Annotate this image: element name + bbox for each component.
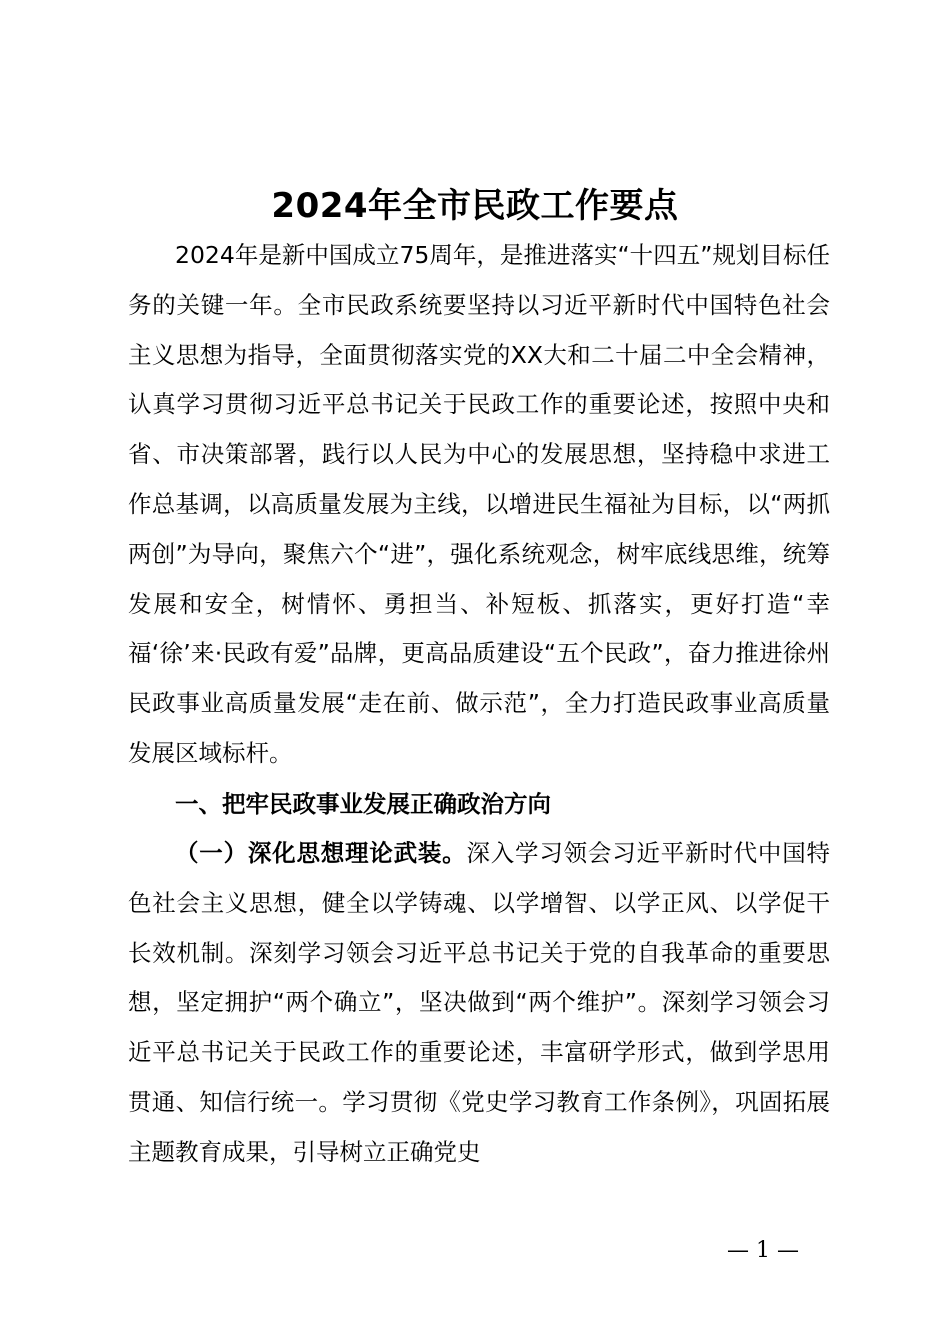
section-paragraph [128,829,830,1178]
intro-paragraph: 2024年是新中国成立75周年，是推进落实“十四五”规划目标任务的关键一年。全市民政系统要坚持以习近平新时代中国特色社会主义思想为指导，全面贯彻落实党的XX大和二十届二中全会精神，认真学习贯彻习近平总书记关于民政工作的重要论述，按照中央和省、市决策部署，践行以人民为中心的发展思想，坚持稳中求进工作总基调，以高质量发展为主线，以增进民生福祉为目标，以“两抓两创”为导向，聚焦六个“进”，强化系统观念，树牢底线思维，统筹发展和安全，树情怀、勇担当、补短板、抓落实，更好打造“幸福‘徐’来·民政有爱”品牌，更高品质建设“五个民政”，奋力推进徐州民政事业高质量发展“走在前、做示范”，全力打造民政事业高质量发展区域标杆。 [128,241,830,767]
document-title: 2024年全市民政工作要点 [271,186,679,226]
page-number: — 1 — [727,1238,799,1263]
section-heading: 一、把牢民政事业发展正确政治方向 [175,790,551,818]
item-text: 深入学习领会习近平新时代中国特色社会主义思想，健全以学铸魂、以学增智、以学正风、以学促干长效机制。深刻学习领会习近平总书记关于党的自我革命的重要思想，坚定拥护“两个确立”，坚决做到“两个维护”。深刻学习领会习近平总书记关于民政工作的重要论述，丰富研学形式，做到学思用贯通、知信行统一。学习贯彻《党史学习教育工作条例》，巩固拓展主题教育成果，引导树立正确党史 [128,839,831,1166]
item-lead: （一）深化思想理论武装。 [175,839,467,867]
